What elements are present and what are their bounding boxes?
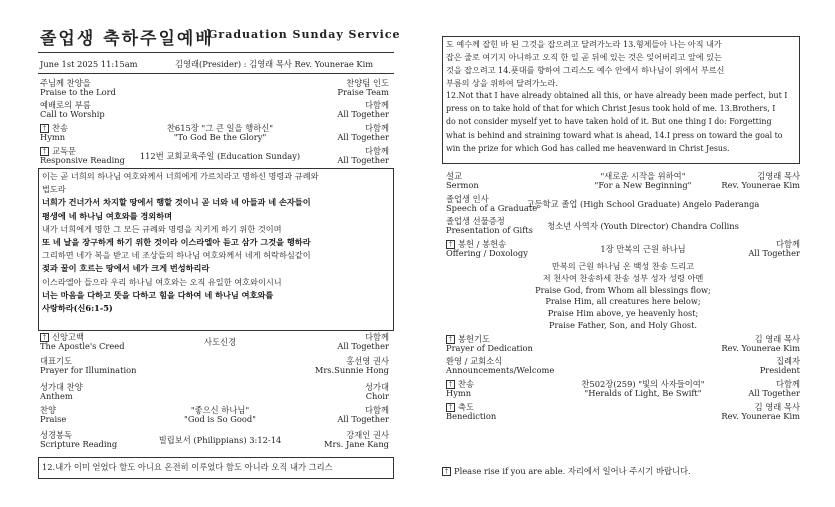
item-korean-text: 졸업생 인사 (446, 194, 489, 204)
rise-icon: † (446, 335, 455, 344)
item-korean-text: 찬송 (458, 379, 475, 389)
item-leader-english: Rev. Younerae Kim (721, 343, 800, 353)
item-korean-text: 예배로의 부름 (40, 100, 91, 110)
item-leader-english: Rev. Younerae Kim (721, 411, 800, 421)
item-korean-text: 주님께 찬양을 (40, 78, 91, 88)
item-leader: 찬양팀 인도 (346, 78, 389, 88)
item-detail: 찬615장 "그 큰 일을 행하신" (166, 123, 274, 133)
title-korean: 졸업생 축하주일예배 (40, 29, 214, 49)
item-leader-english: All Together (337, 414, 389, 424)
item-leader: 다함께 (364, 146, 389, 156)
rise-icon: † (40, 124, 49, 133)
item-english-label: Call to Worship (40, 109, 105, 119)
title-divider (38, 52, 394, 53)
item-leader-english: Mrs. Jane Kang (324, 439, 389, 449)
item-english-label: Presentation of Gifts (446, 225, 533, 235)
item-leader: 다함께 (775, 379, 800, 389)
item-detail-english: "Heralds of Light, Be Swift" (584, 388, 702, 398)
item-leader-english: Choir (365, 391, 389, 401)
left-page (0, 0, 417, 507)
item-leader-english: Rev. Younerae Kim (721, 180, 800, 190)
scripture-line-english: press on to take hold of that for which Christ Jesus took hold of me. 13.Brothers, I (446, 104, 776, 114)
presider: 김영래(Presider) : 김영래 목사 Rev. Younerae Kim (175, 59, 374, 69)
item-detail: 112번 교회교육주일 (Education Sunday) (139, 151, 301, 161)
footnote-text: Please rise if you are able. 자리에서 일어나 주시기 바랍니다. (454, 466, 691, 476)
item-leader-english: All Together (748, 248, 800, 258)
item-english-label: Praise to the Lord (40, 87, 116, 97)
reading-line-leader: 그리하면 네가 복을 받고 네 조상들의 하나님 여호와께서 네게 허락하심같이 (42, 250, 311, 261)
item-leader: 다함께 (364, 405, 389, 415)
rise-icon: † (40, 333, 49, 342)
item-leader: 다함께 (364, 332, 389, 342)
item-english-label: Anthem (40, 391, 73, 401)
item-leader: 김영래 목사 (757, 171, 800, 181)
item-leader-english: All Together (337, 341, 389, 351)
item-leader: 다함께 (364, 123, 389, 133)
reading-line-congregation: 너희가 건너가서 차지할 땅에서 행할 것이니 곧 너와 네 아들과 네 손자들이 (42, 197, 311, 208)
item-english-label: Scripture Reading (40, 439, 118, 449)
item-english-label: Offering / Doxology (446, 248, 528, 258)
item-english-label: Sermon (446, 180, 479, 190)
item-korean-text: 축도 (458, 402, 475, 412)
item-english-label: Responsive Reading (40, 155, 125, 165)
scripture-box-start (38, 457, 394, 479)
item-korean-text: 찬양 (40, 405, 57, 415)
scripture-line-english: do not consider myself yet to have taken hold of it. But one thing I do: Forgetting (446, 117, 772, 127)
reading-line-congregation: 또 네 날을 장구하게 하기 위한 것이라 이스라엘아 듣고 삼가 그것을 행하라 (42, 237, 311, 247)
reading-line-leader: 이스라엘아 들으라 우리 하나님 여호와는 오직 유일한 여호와이시니 (42, 276, 282, 287)
reading-line-leader: 내가 너희에게 명한 그 모든 규례와 명령을 지키게 하기 위한 것이며 (42, 223, 282, 234)
item-english-label: Speech of a Graduate (446, 203, 538, 213)
item-korean-text: 봉헌 / 봉헌송 (458, 239, 507, 249)
item-english-label: The Apostle's Creed (40, 341, 125, 351)
item-leader-english: All Together (337, 132, 389, 142)
item-leader-english: Praise Team (337, 87, 389, 97)
scripture-line-english: what is behind and straining toward what is ahead, 14.I press on toward the goal to (446, 130, 783, 140)
item-detail: 1장 만복의 근원 하나님 (600, 244, 686, 254)
item-leader-english: President (759, 365, 800, 375)
item-detail: 청소년 사역자 (Youth Director) Chandra Collins (547, 221, 739, 231)
responsive-reading-box (38, 168, 394, 331)
item-korean-text: 환영 / 교회소식 (446, 356, 503, 366)
item-detail-english: "For a New Beginning" (594, 180, 692, 190)
item-korean-text: 성가대 찬양 (40, 382, 83, 392)
reading-line-leader: 법도라 (42, 184, 66, 195)
item-leader-english: All Together (337, 155, 389, 165)
doxology-line: 저 천사여 찬송하세 찬송 성부 성자 성령 아멘 (542, 272, 704, 283)
rise-icon: † (446, 403, 455, 412)
item-detail: "새로운 시작을 위하여" (600, 171, 686, 181)
item-leader-english: Mrs.Sunnie Hong (314, 365, 389, 375)
reading-line-congregation: 너는 마음을 다하고 뜻을 다하고 힘을 다하여 네 하나님 여호와를 (42, 289, 274, 300)
service-date: June 1st 2025 11:15am (40, 59, 138, 69)
scripture-line-english: win the prize for which God has called me heavenward in Christ Jesus. (446, 143, 730, 153)
item-korean-text: 봉헌기도 (458, 334, 491, 344)
doxology-line: 만복의 근원 하나님 온 백성 찬송 드리고 (551, 261, 695, 271)
scripture-line-english: 12.Not that I have already obtained all this, or have already been made perfect, but I (446, 91, 788, 100)
item-english-label: Hymn (40, 132, 66, 142)
reading-line-congregation: 사랑하라(신6:1-5) (42, 303, 113, 313)
item-detail: 사도신경 (203, 337, 237, 347)
rise-icon: † (446, 240, 455, 249)
item-korean-text: 찬송 (52, 123, 69, 133)
item-korean-text: 신앙고백 (52, 332, 85, 342)
reading-line-congregation: 젖과 꿀이 흐르는 땅에서 네가 크게 번성하리라 (42, 263, 210, 274)
item-detail-english: "To God Be the Glory" (173, 132, 267, 142)
scripture-start-text: 12.내가 이미 얻었다 함도 아니요 온전히 이루었다 함도 아니라 오직 내가 그리스 (42, 462, 333, 472)
item-leader: 다함께 (775, 239, 800, 249)
item-detail: 찬502장(259) "빛의 사자들이여" (581, 379, 705, 389)
rise-icon: † (40, 147, 49, 156)
item-leader: 김 영래 목사 (754, 402, 800, 412)
rise-icon: † (446, 380, 455, 389)
item-leader-english: All Together (337, 109, 389, 119)
rise-icon: † (442, 467, 451, 476)
item-english-label: Benediction (446, 411, 497, 421)
scripture-line-korean: 잡은 줄로 여기지 아니하고 오직 한 일 곧 뒤에 있는 것은 잊어버리고 앞에 있는 (446, 52, 722, 62)
doxology-line: Praise God, from Whom all blessings flow; (535, 284, 711, 295)
doxology-line: Praise Him above, ye heavenly host; (547, 308, 699, 319)
item-leader: 다함께 (364, 100, 389, 110)
item-detail-english: "God is So Good" (184, 414, 256, 424)
item-korean-text: 대표기도 (40, 356, 73, 366)
item-english-label: Prayer of Dedication (446, 343, 533, 353)
item-korean-text: 졸업생 선물증정 (446, 216, 505, 226)
item-english-label: Announcements/Welcome (446, 365, 555, 375)
item-korean-text: 성경봉독 (40, 430, 73, 440)
item-leader: 성가대 (364, 382, 389, 392)
item-leader-english: All Together (748, 388, 800, 398)
scripture-box-continued (442, 36, 800, 164)
scripture-line-korean: 부름의 상을 위하여 달려가노라. (446, 78, 558, 88)
scripture-line-korean: 것을 잡으려고 14.푯대를 향하여 그리스도 예수 안에서 하나님이 위에서 부르신 (446, 65, 725, 75)
scripture-line-korean: 도 예수께 잡힌 바 된 그것을 잡으려고 달려가노라 13.형제들아 나는 아직 내가 (446, 39, 722, 49)
doxology-line: Praise Father, Son, and Holy Ghost. (549, 320, 697, 330)
item-korean-text: 설교 (446, 171, 463, 181)
item-english-label: Praise (40, 414, 67, 424)
item-detail: "좋으신 하나님" (190, 405, 250, 415)
title-english: Graduation Sunday Service (208, 28, 401, 41)
item-leader: 강재인 권사 (346, 430, 389, 440)
item-leader: 김 영래 목사 (754, 334, 800, 344)
reading-line-congregation: 평생에 네 하나님 여호와를 경외하며 (42, 210, 173, 221)
item-korean-text: 교독문 (52, 146, 77, 156)
item-english-label: Hymn (446, 388, 472, 398)
doxology-line: Praise Him, all creatures here below; (545, 296, 701, 307)
item-detail: 고등학교 졸업 (High School Graduate) Angelo Paderanga (526, 199, 760, 209)
reading-line-leader: 이는 곧 너희의 하나님 여호와께서 너희에게 가르치라고 명하신 명령과 규례와 (42, 171, 319, 181)
item-leader: 집례자 (775, 356, 800, 366)
right-page (418, 0, 835, 507)
item-leader: 홍선영 권사 (346, 356, 389, 366)
item-detail: 빌립보서 (Philippians) 3:12-14 (158, 435, 282, 445)
item-english-label: Prayer for Illumination (40, 365, 137, 375)
header-divider (38, 73, 394, 74)
footnote (442, 467, 691, 477)
